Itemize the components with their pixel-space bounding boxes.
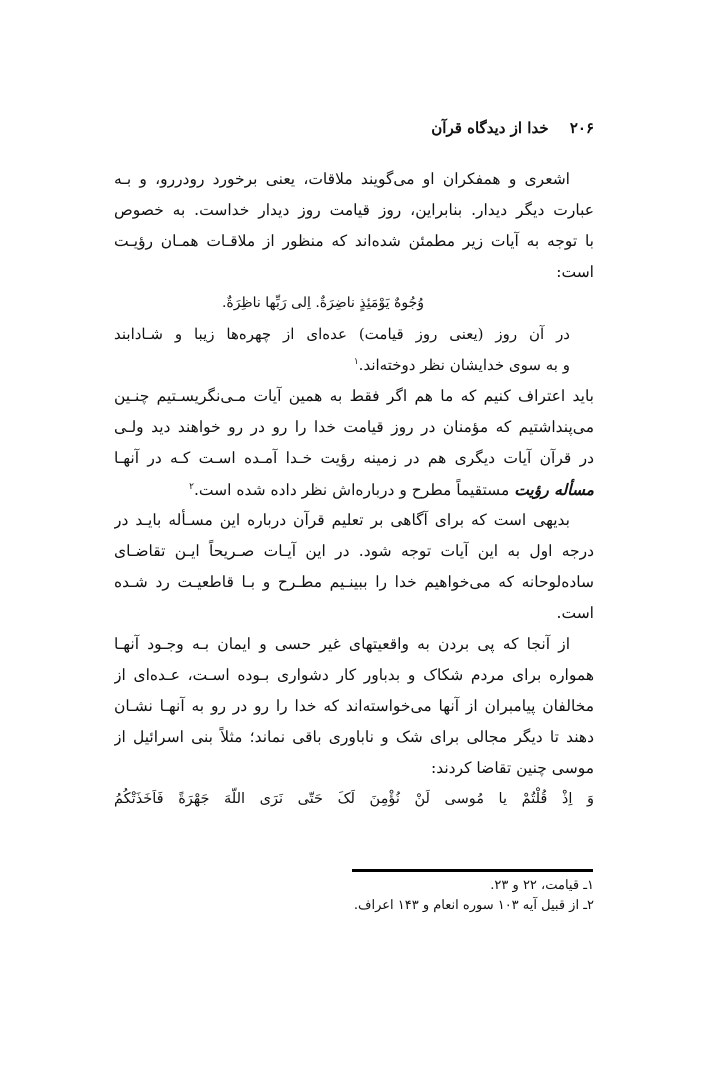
footnotes [194, 876, 594, 916]
page-body [114, 164, 594, 815]
page-number: ۲۰۶ [569, 119, 594, 137]
footnote-item: ۲ـ از قبیل آیه ۱۰۳ سوره انعام و ۱۴۳ اعراف. [353, 898, 594, 913]
emphasized-term: مسأله رؤیت [514, 480, 594, 499]
quran-verse: وَ اِذْ قُلْتُمْ یا مُوسی لَنْ نُؤْمِنَ لَکَ حَتّی نَرَی اللّهَ جَهْرَةً فَاَخَذَتْکُمُ [114, 791, 594, 807]
paragraph-line: با توجه به آیات زیر مطمئن شده‌اند که منظور از ملاقـات همـان رؤیـت [114, 232, 594, 250]
paragraph-line: بدیهی است که برای آگاهی بر تعلیم قرآن درباره این مسـأله بایـد در [114, 511, 570, 529]
footnote-item: ۱ـ قیامت، ۲۲ و ۲۳. [490, 878, 594, 893]
paragraph-line: موسی چنین تقاضا کردند: [431, 759, 594, 777]
quran-verse: وُجُوهٌ یَوْمَئِذٍ ناضِرَةٌ. اِلی رَبِّها ناظِرَةٌ. [221, 295, 424, 311]
running-title: خدا از دیدگاه قرآن [431, 119, 549, 137]
paragraph-line: اشعری و همفکران او می‌گویند ملاقات، یعنی برخورد رودررو، و بـه [114, 170, 570, 188]
paragraph-line: از آنجا که پی بردن به واقعیتهای غیر حسی و ایمان بـه وجـود آنهـا [114, 635, 570, 653]
paragraph-line: دهند تا دیگر مجالی برای شک و ناباوری باقی نماند؛ مثلاً بنی اسرائیل از [114, 728, 594, 746]
paragraph-line [114, 474, 594, 505]
paragraph-line: در قرآن آیات دیگری هم در زمینه رؤیت خـدا آمـده اسـت کـه در آنهـا [114, 449, 594, 467]
footnote-ref: ۱ [353, 357, 359, 367]
running-header [114, 119, 594, 137]
paragraph-line: عبارت دیگر دیدار. بنابراین، روز قیامت روز دیدار خداست. به خصوص [114, 201, 594, 219]
paragraph-line: است. [556, 604, 594, 622]
footnote-ref: ۲ [189, 481, 194, 492]
paragraph-line: باید اعتراف کنیم که ما هم اگر فقط به همین آیات مـی‌نگریسـتیم چنـین [114, 387, 594, 405]
paragraph-line: می‌پنداشتیم که مؤمنان در روز قیامت خدا را رو در رو خواهند دید ولـی [114, 418, 594, 436]
translation-text: و به سوی خدایشان نظر دوخته‌اند. [358, 356, 570, 374]
paragraph-line: همواره برای مردم شکاک و بدباور کار دشواری بـوده اسـت، عـده‌ای از [114, 666, 594, 684]
paragraph-line: است: [556, 263, 594, 281]
footnote-divider [352, 869, 593, 872]
paragraph-text: مستقیماً مطرح و درباره‌اش نظر داده شده است. [193, 481, 515, 499]
paragraph-line: مخالفان پیامبران از آنها می‌خواسته‌اند که خدا را رو در رو به آنهـا نشـان [114, 697, 594, 715]
paragraph-line: درجه اول به این آیات توجه شود. در این آیـات صـریحاً ایـن تقاضـای [114, 542, 594, 560]
verse-translation-line [114, 350, 594, 381]
paragraph-line: ساده‌لوحانه که می‌خواهیم خدا را ببینـیم مطـرح و بـا قاطعیـت رد شـده [114, 573, 594, 591]
verse-translation-line: در آن روز (یعنی روز قیامت) عده‌ای از چهره‌ها زیبا و شـادابند [114, 325, 570, 343]
